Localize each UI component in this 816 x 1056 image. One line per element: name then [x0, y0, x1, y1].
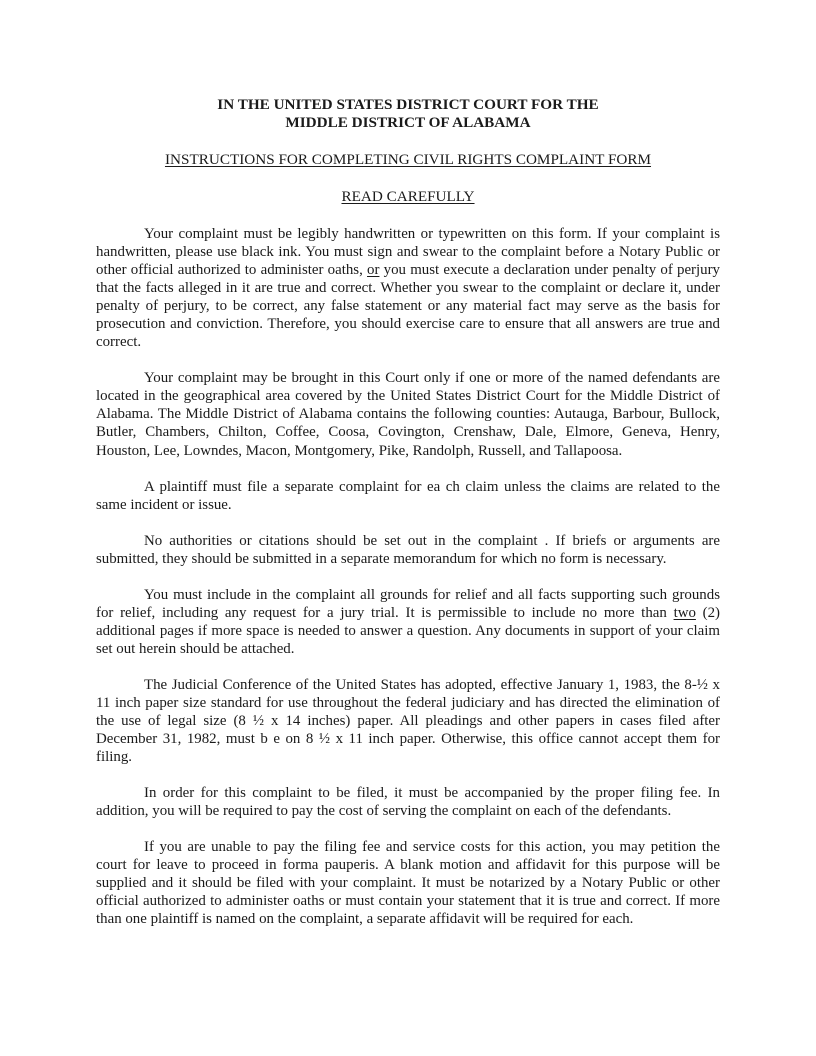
paragraph-no-citations: No authorities or citations should be set out in the complaint . If briefs or arguments are submitted, they should be submitted in a separate memorandum for which no form is necessary.	[96, 532, 720, 567]
paragraph-jurisdiction: Your complaint may be brought in this Court only if one or more of the named defendants are located in the geographical area covered by the United States District Court for the Middle District of Alabama. The Middle District of Alabama contains the following counties: Autauga, Barbour, Bullock, Butler, Chambers, Chilton, Coffee, Coosa, Covington, Crenshaw, Dale, Elmore, Geneva, Henry, Houston, Lee, Lowndes, Macon, Montgomery, Pike, Randolph, Russell, and Tallapoosa.	[96, 370, 720, 459]
read-carefully-text: READ CAREFULLY	[341, 188, 475, 205]
paragraph-grounds-part-1: You must include in the complaint all grounds for relief and all facts supporting such grounds for relief, including any request for a jury trial. It is permissible to include no more than	[96, 586, 720, 621]
court-title	[96, 96, 720, 132]
paragraph-legibility-part-1: Your complaint must be legibly handwritten or typewritten on this form. If your complaint is handwritten, please use black ink. You must sign and swear to the complaint before a Notary Public or other official authorized to administer oaths,	[96, 226, 720, 279]
read-carefully-heading	[96, 188, 720, 206]
paragraph-grounds-part-2: (2) additional pages if more space is needed to answer a question. Any documents in support of your claim set out herein should be attached.	[96, 604, 721, 657]
paragraph-legibility	[96, 225, 720, 351]
emphasis-two: two	[673, 604, 696, 621]
paragraph-forma-pauperis: If you are unable to pay the filing fee and service costs for this action, you may petition the court for leave to proceed in forma pauperis. A blank motion and affidavit for this purpose will be supplied and it should be filed with your complaint. It must be notarized by a Notary Public or other official authorized to administer oaths or must contain your statement that it is true and correct. If more than one plaintiff is named on the complaint, a separate affidavit will be required for each.	[96, 839, 720, 928]
emphasis-or: or	[367, 262, 380, 279]
paragraph-filing-fee: In order for this complaint to be filed, it must be accompanied by the proper filing fee. In addition, you will be required to pay the cost of serving the complaint on each of the defendants.	[96, 785, 720, 820]
instructions-body	[96, 225, 720, 929]
paragraph-separate-complaint: A plaintiff must file a separate complaint for ea ch claim unless the claims are related to the same incident or issue.	[96, 478, 720, 513]
instructions-title	[96, 151, 720, 169]
court-title-line-1: IN THE UNITED STATES DISTRICT COURT FOR THE	[217, 96, 599, 113]
paragraph-legibility-part-2: you must execute a declaration under penalty of perjury that the facts alleged in it are true and correct. Whether you swear to the complaint or declare it, under penalty of perjury, to be correct, any false statement or any material fact may serve as the basis for prosecution and conviction. Therefore, you should exercise care to ensure that all answers are true and correct.	[96, 262, 720, 351]
document-page	[96, 96, 720, 929]
paragraph-paper-size: The Judicial Conference of the United States has adopted, effective January 1, 1983, the 8-½ x 11 inch paper size standard for use throughout the federal judiciary and has directed the elimination of the use of legal size (8 ½ x 14 inches) paper. All pleadings and other papers in cases filed after December 31, 1982, must b e on 8 ½ x 11 inch paper. Otherwise, this office cannot accept them for filing.	[96, 676, 720, 766]
paragraph-grounds-for-relief	[96, 586, 720, 658]
court-title-line-2: MIDDLE DISTRICT OF ALABAMA	[285, 114, 531, 131]
instructions-title-text: INSTRUCTIONS FOR COMPLETING CIVIL RIGHTS COMPLAINT FORM	[164, 151, 652, 168]
